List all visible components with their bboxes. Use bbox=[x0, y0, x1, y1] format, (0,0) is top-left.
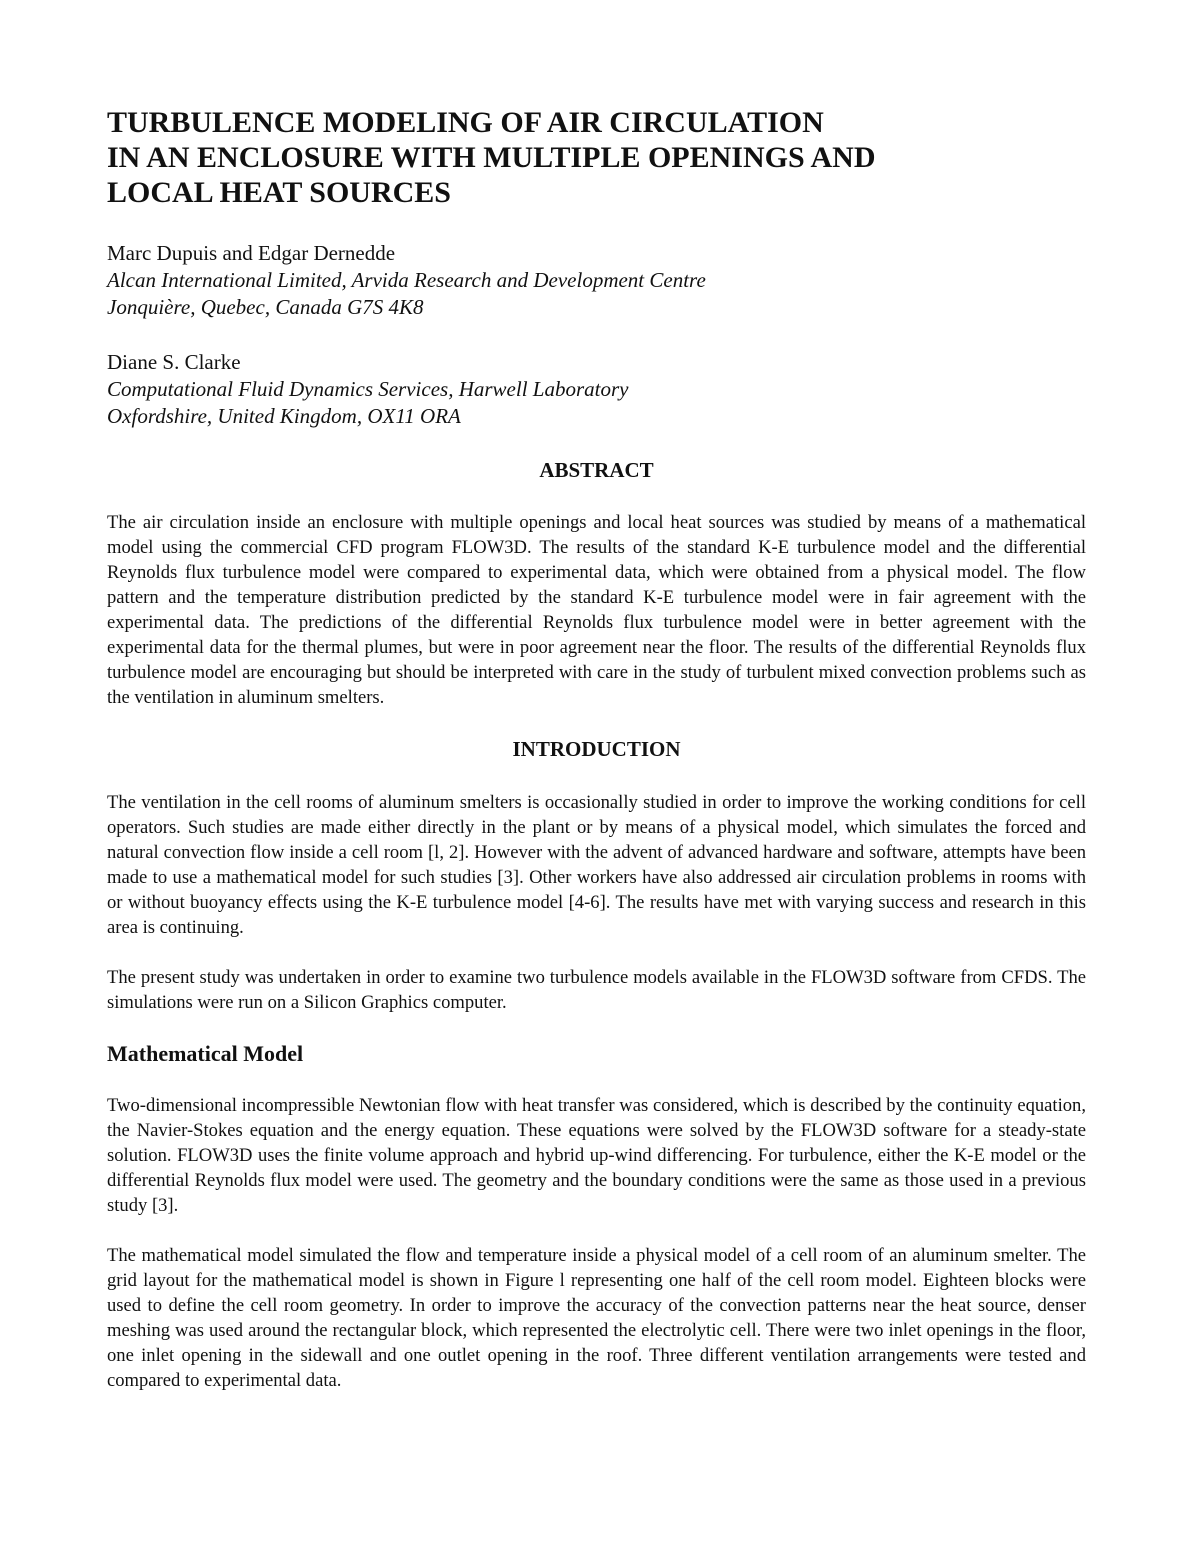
author-block-1 bbox=[107, 240, 1086, 321]
affiliation-line: Alcan International Limited, Arvida Research and Development Centre bbox=[107, 268, 706, 292]
mathematical-model-paragraph: The mathematical model simulated the flow and temperature inside a physical model of a cell room of an aluminum smelter. The grid layout for the mathematical model is shown in Figure l representing one half of the cell room model. Eighteen blocks were used to define the cell room geometry. In order to improve the accuracy of the convection patterns near the heat source, denser meshing was used around the rectangular block, which represented the electrolytic cell. There were two inlet openings in the floor, one inlet opening in the sidewall and one outlet opening in the roof. Three different ventilation arrangements were tested and compared to experimental data. bbox=[107, 1245, 1086, 1391]
affiliation-line: Jonquière, Quebec, Canada G7S 4K8 bbox=[107, 295, 424, 319]
author-affiliation bbox=[107, 376, 1086, 430]
affiliation-line: Computational Fluid Dynamics Services, Harwell Laboratory bbox=[107, 377, 629, 401]
author-names: Diane S. Clarke bbox=[107, 350, 241, 374]
title-line-2: IN AN ENCLOSURE WITH MULTIPLE OPENINGS AND bbox=[107, 141, 876, 174]
abstract-text: The air circulation inside an enclosure with multiple openings and local heat sources was studied by means of a mathematical model using the commercial CFD program FLOW3D. The results of the standard K-E turbulence model and the differential Reynolds flux turbulence model were compared to experimental data, which were obtained from a physical model. The flow pattern and the temperature distribution predicted by the standard K-E turbulence model were in fair agreement with the experimental data. The predictions of the differential Reynolds flux turbulence model were in better agreement with the experimental data for the thermal plumes, but were in poor agreement near the floor. The results of the differential Reynolds flux turbulence model are encouraging but should be interpreted with care in the study of turbulent mixed convection problems such as the ventilation in aluminum smelters. bbox=[107, 512, 1086, 708]
mathematical-model-heading: Mathematical Model bbox=[107, 1041, 304, 1066]
paper-title bbox=[107, 105, 1086, 210]
author-names: Marc Dupuis and Edgar Dernedde bbox=[107, 241, 396, 265]
affiliation-line: Oxfordshire, United Kingdom, OX11 ORA bbox=[107, 404, 461, 428]
introduction-paragraph: The present study was undertaken in order to examine two turbulence models available in the FLOW3D software from CFDS. The simulations were run on a Silicon Graphics computer. bbox=[107, 967, 1086, 1013]
introduction-heading: INTRODUCTION bbox=[512, 737, 681, 761]
introduction-paragraph: The ventilation in the cell rooms of aluminum smelters is occasionally studied in order to improve the working conditions for cell operators. Such studies are made either directly in the plant or by means of a physical model, which simulates the forced and natural convection flow inside a cell room [l, 2]. However with the advent of advanced hardware and software, attempts have been made to use a mathematical model for such studies [3]. Other workers have also addressed air circulation problems in rooms with or without buoyancy effects using the K-E turbulence model [4-6]. The results have met with varying success and research in this area is continuing. bbox=[107, 792, 1086, 938]
title-line-3: LOCAL HEAT SOURCES bbox=[107, 176, 451, 209]
author-block-2 bbox=[107, 349, 1086, 430]
author-affiliation bbox=[107, 267, 1086, 321]
abstract-heading: ABSTRACT bbox=[539, 458, 654, 482]
mathematical-model-paragraph: Two-dimensional incompressible Newtonian flow with heat transfer was considered, which is described by the continuity equation, the Navier-Stokes equation and the energy equation. These equations were solved by the FLOW3D software for a steady-state solution. FLOW3D uses the finite volume approach and hybrid up-wind differencing. For turbulence, either the K-E model or the differential Reynolds flux model were used. The geometry and the boundary conditions were the same as those used in a previous study [3]. bbox=[107, 1095, 1086, 1216]
title-line-1: TURBULENCE MODELING OF AIR CIRCULATION bbox=[107, 106, 824, 139]
paper-page bbox=[107, 105, 1086, 1393]
